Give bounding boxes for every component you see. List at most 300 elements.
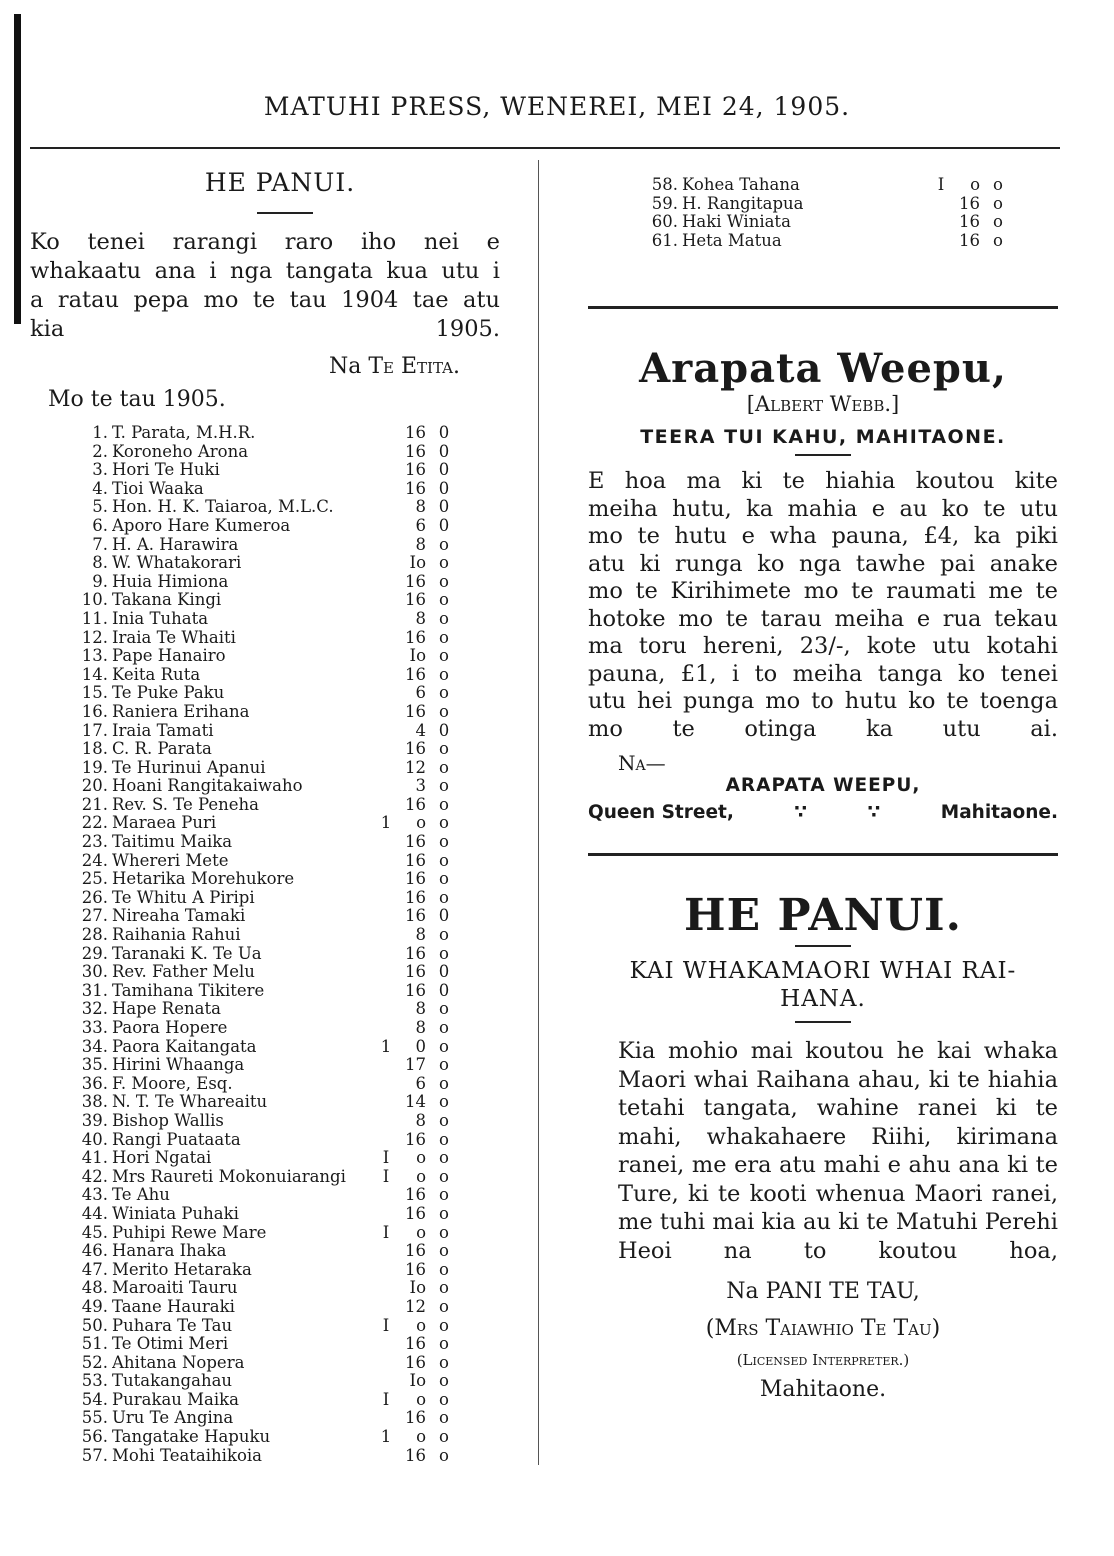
amount-pence: o	[439, 1222, 449, 1242]
payer-name: Raihania Rahui	[112, 926, 241, 945]
row-number: 3.	[92, 460, 108, 480]
payment-row	[30, 1391, 500, 1410]
payer-name: W. Whatakorari	[112, 554, 242, 573]
amount-shillings: 0	[415, 1036, 426, 1056]
row-number: 43.	[81, 1185, 108, 1205]
amount-shillings: 16	[405, 1445, 426, 1465]
amount-pence: 0	[438, 460, 450, 480]
amount-shillings: 16	[405, 1203, 426, 1223]
amount-shillings: 16	[405, 850, 426, 870]
amount-shillings: 12	[405, 1296, 426, 1316]
payment-row	[30, 1242, 500, 1261]
amount-pounds	[376, 889, 396, 908]
row-number: 18.	[81, 739, 108, 759]
payment-row	[30, 1279, 500, 1298]
intro-line: kia 1905.	[30, 316, 500, 342]
payer-name: Hoani Rangitakaiwaho	[112, 777, 303, 796]
amount-shillings: 16	[959, 230, 980, 250]
advert-title: Arapata Weepu,	[639, 345, 1007, 393]
intro-line: whakaatu ana i nga tangata kua utu i	[30, 258, 500, 284]
row-number: 15.	[81, 683, 108, 703]
payment-row	[30, 1409, 500, 1428]
payer-name: Purakau Maika	[112, 1390, 240, 1409]
payer-name: Aporo Hare Kumeroa	[112, 516, 291, 535]
payer-name: Hanara Ihaka	[112, 1242, 227, 1261]
amount-pounds	[376, 647, 396, 666]
amount-pounds	[376, 424, 396, 443]
right-column	[588, 176, 1058, 1402]
amount-pence: o	[439, 1371, 449, 1391]
amount-shillings: 16	[959, 212, 980, 232]
advert-line: atu ki runga ko nga tawhe pai anake	[588, 550, 1058, 577]
row-number: 36.	[81, 1073, 108, 1093]
notice-signer: Na PANI TE TAU,	[726, 1279, 920, 1305]
amount-pounds	[376, 684, 396, 703]
payer-name: Takana Kingi	[112, 591, 222, 610]
payment-row	[30, 1038, 500, 1057]
masthead: MATUHI PRESS, WENEREI, MEI 24, 1905.	[263, 92, 851, 121]
row-number: 14.	[81, 664, 108, 684]
payment-row	[30, 629, 500, 648]
payment-row	[30, 1428, 500, 1447]
payer-name: Iraia Te Whaiti	[112, 628, 236, 647]
row-number: 60.	[651, 212, 678, 232]
row-number: 34.	[81, 1036, 108, 1056]
row-number: 41.	[81, 1148, 108, 1168]
editor-signoff	[30, 354, 500, 379]
row-number: 26.	[81, 887, 108, 907]
amount-shillings: 16	[405, 701, 426, 721]
amount-shillings: 8	[415, 1110, 426, 1130]
payer-name: Huia Himiona	[112, 572, 229, 591]
payer-name: Puhara Te Tau	[112, 1316, 233, 1335]
amount-pence: o	[439, 683, 449, 703]
row-number: 12.	[81, 627, 108, 647]
payer-name: Tangatake Hapuku	[112, 1428, 271, 1447]
tailor-advert	[588, 345, 1058, 823]
payment-row	[30, 814, 500, 833]
payment-row	[30, 1261, 500, 1280]
payer-name: Rangi Puataata	[112, 1130, 241, 1149]
row-number: 28.	[81, 925, 108, 945]
payment-row	[30, 963, 500, 982]
amount-shillings: 8	[415, 608, 426, 628]
payer-name: H. A. Harawira	[112, 535, 239, 554]
row-number: 55.	[81, 1408, 108, 1428]
amount-pounds	[376, 1075, 396, 1094]
notice-rule	[795, 945, 851, 947]
amount-shillings: o	[416, 1315, 426, 1335]
payer-name: Maraea Puri	[112, 814, 217, 833]
amount-pence: o	[439, 794, 449, 814]
amount-pence: 0	[438, 980, 450, 1000]
payment-row	[30, 684, 500, 703]
payment-row	[30, 443, 500, 462]
notice-subtitle-line: KAI WHAKAMAORI WHAI RAI-	[629, 958, 1017, 985]
amount-shillings: 16	[405, 478, 426, 498]
row-number: 2.	[92, 441, 108, 461]
payer-name: Taranaki K. Te Ua	[112, 944, 262, 963]
payment-list-continued	[588, 176, 1058, 250]
notice-line: Maori whai Raihana ahau, ki te hiahia	[618, 1066, 1058, 1093]
amount-pounds	[376, 1279, 396, 1298]
payer-name: Taitimu Maika	[112, 833, 233, 852]
amount-shillings: 16	[405, 441, 426, 461]
amount-shillings: o	[416, 813, 426, 833]
amount-pence: o	[439, 701, 449, 721]
amount-pounds	[376, 1093, 396, 1112]
payment-row	[30, 536, 500, 555]
row-number: 6.	[92, 515, 108, 535]
amount-pence: o	[439, 1445, 449, 1465]
intro-line: a ratau pepa mo te tau 1904 tae atu	[30, 287, 500, 313]
amount-pence: o	[439, 850, 449, 870]
advert-line: pauna, £1, i to meiha tanga ko tenei	[588, 660, 1058, 687]
amount-shillings: 16	[405, 590, 426, 610]
row-number: 35.	[81, 1055, 108, 1075]
payment-row	[30, 907, 500, 926]
amount-shillings: o	[416, 1389, 426, 1409]
advert-line: ma toru hereni, 23/-, kote utu kotahi	[588, 633, 1058, 660]
amount-pounds: I	[382, 1148, 390, 1168]
payment-row	[30, 461, 500, 480]
notice-line: Ture, ki te kooti whenua Maori ranei,	[618, 1180, 1058, 1207]
row-number: 8.	[92, 553, 108, 573]
amount-pence: o	[439, 1315, 449, 1335]
amount-shillings: 16	[405, 980, 426, 1000]
row-number: 45.	[81, 1222, 108, 1242]
margin-bar	[14, 14, 21, 324]
advert-line: hotoke mo te tarau meiha e rua tekau	[588, 605, 1058, 632]
amount-pounds	[376, 796, 396, 815]
amount-pounds	[376, 852, 396, 871]
amount-shillings: 16	[405, 1259, 426, 1279]
payer-name: H. Rangitapua	[682, 194, 804, 213]
amount-shillings: o	[416, 1166, 426, 1186]
amount-shillings: o	[416, 1222, 426, 1242]
amount-shillings: 16	[405, 571, 426, 591]
amount-shillings: Io	[409, 1371, 426, 1391]
payment-row	[30, 796, 500, 815]
amount-shillings: 8	[415, 925, 426, 945]
amount-pence: o	[439, 1148, 449, 1168]
advert-line: utu hei punga mo to hutu ko te toenga	[588, 688, 1058, 715]
left-column	[30, 168, 500, 1465]
payer-name: Te Whitu A Piripi	[112, 888, 255, 907]
amount-shillings: o	[416, 1427, 426, 1447]
row-number: 1.	[92, 423, 108, 442]
payer-name: Tioi Waaka	[112, 479, 204, 498]
amount-pounds	[932, 232, 950, 251]
payment-row	[30, 982, 500, 1001]
payer-name: Tutakangahau	[112, 1372, 233, 1391]
advert-line: E hoa ma ki te hiahia koutou kite	[588, 468, 1058, 495]
amount-pence: 0	[438, 423, 450, 442]
amount-pence: o	[439, 1036, 449, 1056]
amount-shillings: 16	[405, 664, 426, 684]
payer-name: Ahitana Nopera	[112, 1353, 245, 1372]
amount-pounds: I	[937, 175, 945, 194]
amount-pence: o	[439, 1110, 449, 1130]
payer-name: Keita Ruta	[112, 665, 201, 684]
payer-name: Hori Ngatai	[112, 1149, 212, 1168]
amount-shillings: o	[970, 175, 980, 194]
amount-pounds	[376, 1056, 396, 1075]
intro-line: Ko tenei rarangi raro iho nei e	[30, 229, 500, 255]
payment-row	[588, 195, 1058, 214]
amount-shillings: 12	[405, 757, 426, 777]
row-number: 46.	[81, 1241, 108, 1261]
amount-pounds	[376, 1447, 396, 1466]
advert-line: mo te Kirihimete mo te raumati me te	[588, 578, 1058, 605]
row-number: 7.	[92, 534, 108, 554]
row-number: 56.	[81, 1427, 108, 1447]
payment-row	[30, 480, 500, 499]
amount-pounds	[376, 554, 396, 573]
amount-pounds	[376, 1205, 396, 1224]
amount-shillings: 16	[405, 1334, 426, 1354]
amount-shillings: 8	[415, 497, 426, 517]
payer-name: Te Ahu	[112, 1186, 170, 1205]
amount-pounds	[376, 1112, 396, 1131]
amount-pence: o	[439, 1334, 449, 1354]
amount-pounds	[376, 1372, 396, 1391]
payment-row	[30, 1000, 500, 1019]
payer-name: Mrs Raureti Mokonuiarangi	[112, 1167, 346, 1186]
payer-name: T. Parata, M.H.R.	[112, 424, 256, 442]
amount-pence: o	[439, 1408, 449, 1428]
advert-line: meiha hutu, ka mahia e au ko te utu	[588, 495, 1058, 522]
amount-pence: o	[439, 1427, 449, 1447]
notice-line: mahi, whakahaere Riihi, kirimana	[618, 1123, 1058, 1150]
amount-pence: o	[439, 925, 449, 945]
payment-row	[30, 573, 500, 592]
amount-pounds	[376, 1261, 396, 1280]
amount-pounds: I	[382, 1222, 390, 1242]
payer-name: Nireaha Tamaki	[112, 907, 246, 926]
amount-pounds	[376, 740, 396, 759]
payer-name: Winiata Puhaki	[112, 1204, 239, 1223]
amount-pence: o	[439, 1296, 449, 1316]
amount-pounds	[376, 1019, 396, 1038]
payer-name: Hape Renata	[112, 1000, 221, 1019]
payer-name: F. Moore, Esq.	[112, 1074, 233, 1093]
payer-name: Bishop Wallis	[112, 1111, 224, 1130]
payer-name: Rev. S. Te Peneha	[112, 795, 259, 814]
row-number: 31.	[81, 980, 108, 1000]
amount-pounds	[376, 945, 396, 964]
row-number: 21.	[81, 794, 108, 814]
advert-line: mo te otinga ka utu ai.	[588, 715, 1058, 742]
signoff-prefix: Na	[329, 354, 369, 379]
address-town: Mahitaone.	[940, 802, 1058, 824]
amount-pounds	[376, 1000, 396, 1019]
amount-pounds: 1	[380, 1427, 392, 1447]
amount-shillings: Io	[409, 553, 426, 573]
amount-pounds	[376, 666, 396, 685]
payment-row	[588, 213, 1058, 232]
amount-pounds	[376, 833, 396, 852]
amount-shillings: 8	[415, 1018, 426, 1037]
amount-shillings: 16	[405, 1408, 426, 1428]
row-number: 29.	[81, 943, 108, 963]
heading-rule	[257, 212, 313, 214]
notice-line: me tuhi mai kia au ki te Matuhi Perehi	[618, 1209, 1058, 1236]
amount-pence: o	[439, 757, 449, 777]
amount-pence: o	[439, 832, 449, 852]
amount-pence: o	[439, 571, 449, 591]
amount-pounds	[376, 1409, 396, 1428]
amount-pence: o	[439, 739, 449, 759]
row-number: 25.	[81, 869, 108, 889]
row-number: 5.	[92, 497, 108, 517]
amount-pence: o	[439, 1129, 449, 1149]
notice-line: Kia mohio mai koutou he kai whaka	[618, 1038, 1058, 1065]
amount-pounds	[376, 926, 396, 945]
amount-pounds	[376, 629, 396, 648]
amount-pounds	[376, 536, 396, 555]
payment-row	[30, 498, 500, 517]
payment-row	[30, 666, 500, 685]
amount-pence: o	[439, 608, 449, 628]
amount-shillings: 16	[405, 1352, 426, 1372]
row-number: 48.	[81, 1278, 108, 1298]
amount-pence: o	[439, 1278, 449, 1298]
amount-shillings: 16	[405, 906, 426, 926]
row-number: 38.	[81, 1092, 108, 1112]
amount-pence: o	[439, 646, 449, 666]
amount-pence: o	[439, 1259, 449, 1279]
row-number: 42.	[81, 1166, 108, 1186]
amount-pounds	[376, 1186, 396, 1205]
payment-row	[30, 591, 500, 610]
amount-shillings: 16	[405, 1241, 426, 1261]
amount-pounds: 1	[380, 1036, 392, 1056]
payment-list	[30, 424, 500, 1465]
amount-pounds: I	[382, 1315, 390, 1335]
amount-pence: o	[439, 776, 449, 796]
amount-pounds: 1	[380, 813, 392, 833]
interpreter-notice	[588, 890, 1058, 1402]
amount-pounds	[376, 703, 396, 722]
notice-signer-role: (Licensed Interpreter.)	[736, 1351, 910, 1370]
row-number: 61.	[651, 230, 678, 250]
amount-shillings: 6	[415, 683, 426, 703]
amount-pounds	[376, 982, 396, 1001]
notice-line: tetahi tangata, wahine ranei ki te	[618, 1095, 1058, 1122]
amount-pence: o	[439, 664, 449, 684]
payment-row	[30, 517, 500, 536]
payer-name: Hirini Whaanga	[112, 1056, 245, 1075]
row-number: 57.	[81, 1445, 108, 1465]
amount-pence: o	[439, 553, 449, 573]
amount-pence: o	[439, 1241, 449, 1261]
amount-shillings: 16	[405, 794, 426, 814]
amount-shillings: 16	[959, 193, 980, 213]
row-number: 16.	[81, 701, 108, 721]
amount-shillings: 16	[405, 627, 426, 647]
row-number: 22.	[81, 813, 108, 833]
amount-pounds	[376, 1354, 396, 1373]
advert-address	[588, 802, 1058, 823]
advert-signer: ARAPATA WEEPU,	[725, 775, 921, 797]
amount-shillings: 16	[405, 423, 426, 442]
amount-pounds	[376, 1298, 396, 1317]
row-number: 47.	[81, 1259, 108, 1279]
payment-row	[30, 1112, 500, 1131]
notice-line: ranei, me era atu mahi e ahu ana ki te	[618, 1152, 1058, 1179]
amount-pence: o	[439, 813, 449, 833]
row-number: 59.	[651, 193, 678, 213]
payer-name: Puhipi Rewe Mare	[112, 1223, 267, 1242]
payment-row	[30, 1131, 500, 1150]
column-divider	[538, 160, 539, 1465]
payment-row	[30, 945, 500, 964]
notice-rule	[795, 1021, 851, 1023]
amount-shillings: 6	[415, 515, 426, 535]
amount-pounds	[376, 480, 396, 499]
address-street: Queen Street,	[588, 802, 734, 824]
amount-pence: o	[439, 534, 449, 554]
payment-row	[30, 1019, 500, 1038]
amount-pence: o	[439, 590, 449, 610]
amount-shillings: 16	[405, 1129, 426, 1149]
row-number: 23.	[81, 832, 108, 852]
amount-pence: o	[993, 193, 1003, 213]
amount-shillings: 16	[405, 739, 426, 759]
row-number: 40.	[81, 1129, 108, 1149]
amount-pence: o	[439, 1073, 449, 1093]
payer-name: Paora Kaitangata	[112, 1037, 257, 1056]
payment-row	[30, 1168, 500, 1187]
payment-row	[30, 1093, 500, 1112]
section-rule	[588, 853, 1058, 856]
amount-pounds	[376, 1242, 396, 1261]
payer-name: Te Hurinui Apanui	[112, 758, 266, 777]
amount-pounds	[376, 1131, 396, 1150]
payment-row	[30, 1447, 500, 1466]
payer-name: Iraia Tamati	[112, 721, 214, 740]
payment-row	[30, 759, 500, 778]
amount-pounds	[376, 498, 396, 517]
header-rule	[30, 147, 1060, 149]
notice-signer-alias: (Mrs Taiawhio Te Tau)	[705, 1316, 941, 1342]
amount-shillings: 16	[405, 887, 426, 907]
row-number: 24.	[81, 850, 108, 870]
row-number: 52.	[81, 1352, 108, 1372]
payment-row	[588, 176, 1058, 195]
amount-pounds	[376, 907, 396, 926]
row-number: 17.	[81, 720, 108, 740]
amount-pence: o	[439, 1166, 449, 1186]
amount-pence: o	[439, 1092, 449, 1112]
advert-line: mo te hutu e wha pauna, £4, ka piki	[588, 523, 1058, 550]
amount-shillings: 4	[415, 720, 426, 740]
payer-name: Inia Tuhata	[112, 609, 209, 628]
payment-row	[30, 1372, 500, 1391]
row-number: 27.	[81, 906, 108, 926]
row-number: 32.	[81, 999, 108, 1019]
amount-pence: o	[439, 1352, 449, 1372]
row-number: 39.	[81, 1110, 108, 1130]
payment-row	[30, 1298, 500, 1317]
amount-pence: 0	[438, 906, 450, 926]
row-number: 51.	[81, 1334, 108, 1354]
amount-shillings: Io	[409, 1278, 426, 1298]
address-separator: ∵	[794, 802, 808, 824]
payment-row	[30, 1317, 500, 1336]
payment-row	[30, 777, 500, 796]
